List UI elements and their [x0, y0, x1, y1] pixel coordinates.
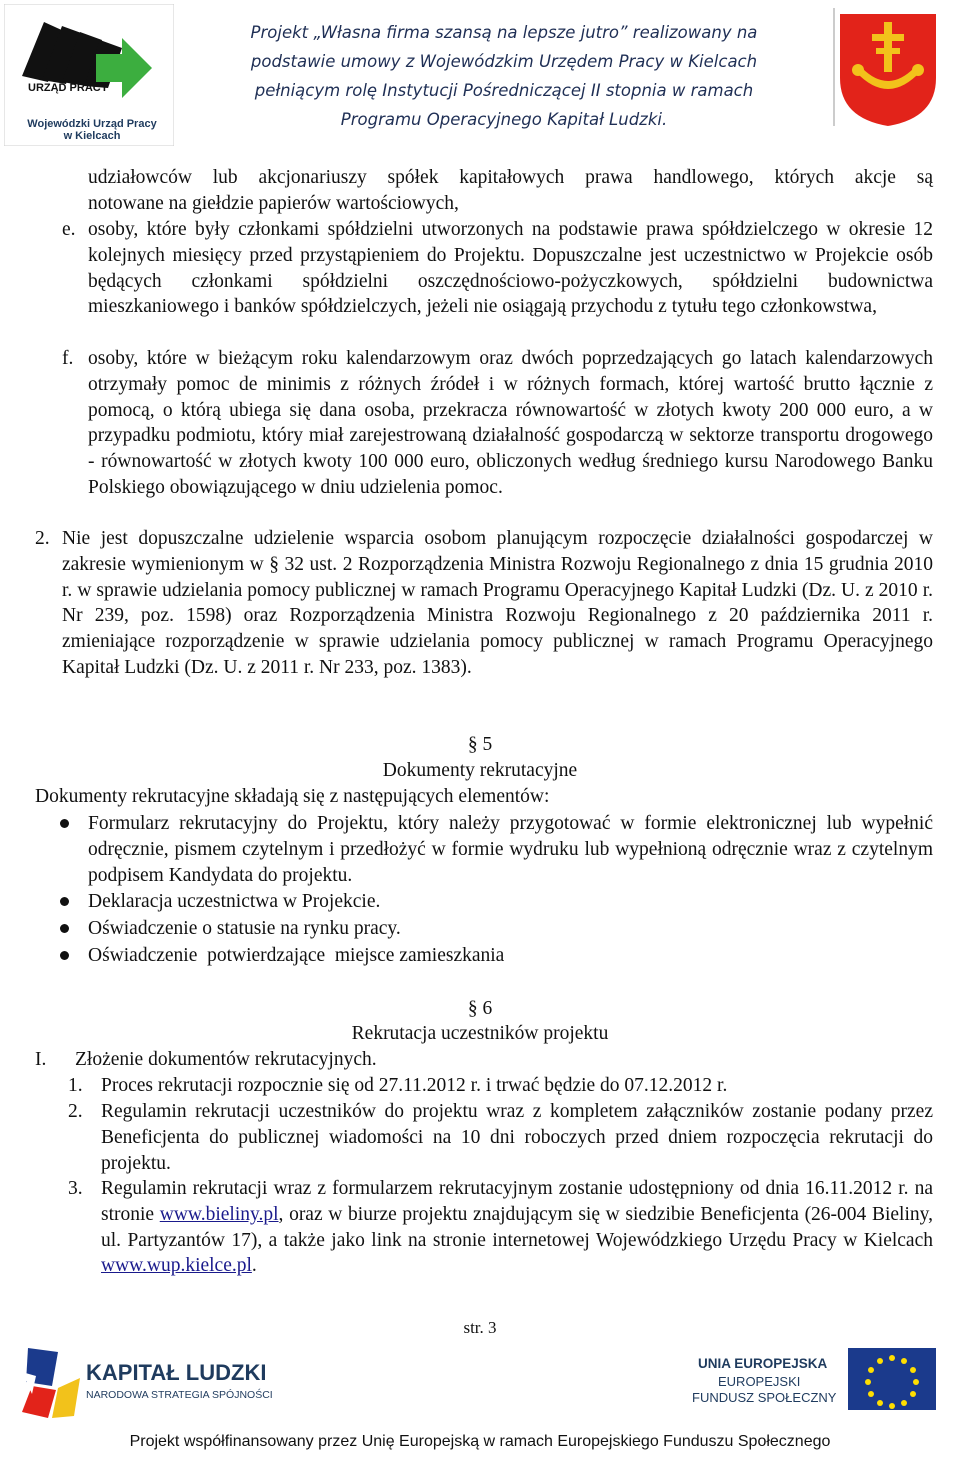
item-f-text: osoby, które w bieżącym roku kalendarzowym oraz dwóch poprzedzających go latach kalendarzowych otrzymały pomoc de minimis z różnych źródeł i w różnych formach, której wartość brutto łącznie z pomocą, o którą ubiega się dana osoba, przekracza równowartość w złotych kwoty 200 000 euro, a w przypadku podmiotu, który miał zarejestrowaną działalność gospodarczą w sektorze transportu drogowego - równowartość w złotych kwoty 100 000 euro, obliczonych według średniego kursu Narodowego Banku Polskiego obowiązującego w dniu udzielenia pomoc. — [88, 348, 933, 498]
bieliny-link[interactable]: www.bieliny.pl — [159, 1203, 279, 1225]
section6-item3-text — [101, 1176, 933, 1279]
ue-line1: UNIA EUROPEJSKA — [698, 1356, 828, 1371]
bullet-marker — [60, 819, 69, 828]
section6-item-label: 2. — [68, 1101, 83, 1122]
item-e-label: e. — [62, 219, 76, 240]
intro-line1: udziałowców lub akcjonariuszy spółek kapitałowych prawa handlowego, których akcje są — [88, 167, 933, 188]
page-number: str. 3 — [463, 1318, 497, 1337]
section6-roman-text: Złożenie dokumentów rekrutacyjnych. — [75, 1049, 377, 1070]
section6-item-label: 1. — [68, 1075, 83, 1096]
project-line: Programu Operacyjnego Kapitał Ludzki. — [340, 110, 668, 129]
item-2-text: Nie jest dopuszczalne udzielenie wsparcia osobom planującym rozpoczęcie działalności gospodarczej w zakresie wymienionym w § 32 ust. 2 Rozporządzenia Ministra Rozwoju Regionalnego z dnia 15 grudnia 2010 r. w sprawie udzielania pomocy publicznej w ramach Programu Operacyjnego Kapitał Ludzki (Dz. U. z 2010 r. Nr 239, poz. 1598) oraz Rozporządzenia Ministra Rozwoju Regionalnego z 20 października 2011 r. zmieniające rozporządzenie w sprawie udzielania pomocy publicznej w ramach Programu Operacyjnego Kapitał Ludzki (Dz. U. z 2011 r. Nr 233, poz. 1383). — [62, 528, 933, 678]
project-line: podstawie umowy z Wojewódzkim Urzędem Pracy w Kielcach — [250, 52, 758, 71]
section5-bullet: Oświadczenie potwierdzające miejsce zamieszkania — [88, 945, 505, 966]
wup-logo-label: URZĄD PRACY — [28, 82, 109, 94]
item-e-text: osoby, które były członkami spółdzielni utworzonych na podstawie prawa spółdzielczego w okresie 12 kolejnych miesięcy przed przystąpieniem do Projektu. Dopuszczalne jest uczestnictwo w Projekcie osób będących członkami spółdzielni oszczędnościowo-pożyczkowych, spółdzielni budownictwa mieszkaniowego i banków spółdzielczych, jeżeli nie osiągają przychodu z tytułu tego członkowstwa, — [88, 219, 933, 318]
item3-text-c: . — [251, 1255, 257, 1277]
bullet-marker — [60, 951, 69, 960]
wup-link[interactable]: www.wup.kielce.pl — [101, 1255, 252, 1277]
section6-item-text: Proces rekrutacji rozpocznie się od 27.11.2012 r. i trwać będzie do 07.12.2012 r. — [101, 1075, 728, 1096]
item3-text-a: Regulamin rekrutacji wraz z formularzem rekrutacyjnym zostanie udostępniony od dnia 16.11.2012 r. na stronie — [101, 1178, 933, 1225]
item-f-label: f. — [62, 348, 74, 369]
section5-number: § 5 — [467, 734, 493, 755]
section5-bullet: Formularz rekrutacyjny do Projektu, który należy przygotować w formie elektronicznej lub wypełnić odręcznie, pismem czytelnym i przedłożyć w formie wydruku lub wypełnioną odręcznie wraz z czytelnym podpisem Kandydata do projektu. — [88, 813, 933, 886]
wup-caption-line2: w Kielcach — [63, 130, 121, 142]
project-line: pełniącym rolę Instytucji Pośredniczącej II stopnia w ramach — [254, 81, 754, 100]
section5-intro: Dokumenty rekrutacyjne składają się z następujących elementów: — [35, 786, 550, 807]
item3-text-b: , oraz w biurze projektu znajdującym się w siedzibie Beneficjenta (26-004 Bieliny, ul. Partyzantów 17), a także jako link na stronie internetowej Wojewódzkiego Urzędu Pracy w Kielcach — [101, 1203, 933, 1251]
wup-caption-line1: Wojewódzki Urząd Pracy — [27, 118, 157, 130]
ue-line2: EUROPEJSKI — [718, 1374, 801, 1389]
section5-bullet: Deklaracja uczestnictwa w Projekcie. — [88, 891, 381, 912]
kl-subtitle: NARODOWA STRATEGIA SPÓJNOŚCI — [86, 1389, 273, 1401]
project-line: Projekt „Własna firma szansą na lepsze jutro” realizowany na — [250, 23, 758, 42]
footer-note: Projekt współfinansowany przez Unię Europejską w ramach Europejskiego Funduszu Społecznego — [129, 1433, 831, 1450]
item-2-label: 2. — [35, 528, 50, 549]
section6-item-text: Regulamin rekrutacji uczestników do projektu wraz z kompletem załączników zostanie podany przez Beneficjenta do publicznej wiadomości na 10 dni roboczych przed dniem rozpoczęcia rekrutacji do projektu. — [101, 1101, 933, 1174]
section5-bullet: Oświadczenie o statusie na rynku pracy. — [88, 918, 401, 939]
eu-logo — [690, 1348, 940, 1418]
bullet-marker — [60, 897, 69, 906]
intro-line2: notowane na giełdzie papierów wartościowych, — [88, 193, 459, 214]
section6-title: Rekrutacja uczestników projektu — [351, 1023, 609, 1044]
ue-line3: FUNDUSZ SPOŁECZNY — [692, 1390, 837, 1405]
kl-title: KAPITAŁ LUDZKI — [86, 1360, 267, 1385]
footer-logos — [0, 1340, 960, 1430]
section6-number: § 6 — [467, 998, 493, 1019]
section6-roman-label: I. — [35, 1049, 47, 1070]
section5-title: Dokumenty rekrutacyjne — [382, 760, 578, 781]
kapital-ludzki-logo — [18, 1342, 328, 1422]
bullet-marker — [60, 924, 69, 933]
section6-item-label: 3. — [68, 1178, 83, 1199]
